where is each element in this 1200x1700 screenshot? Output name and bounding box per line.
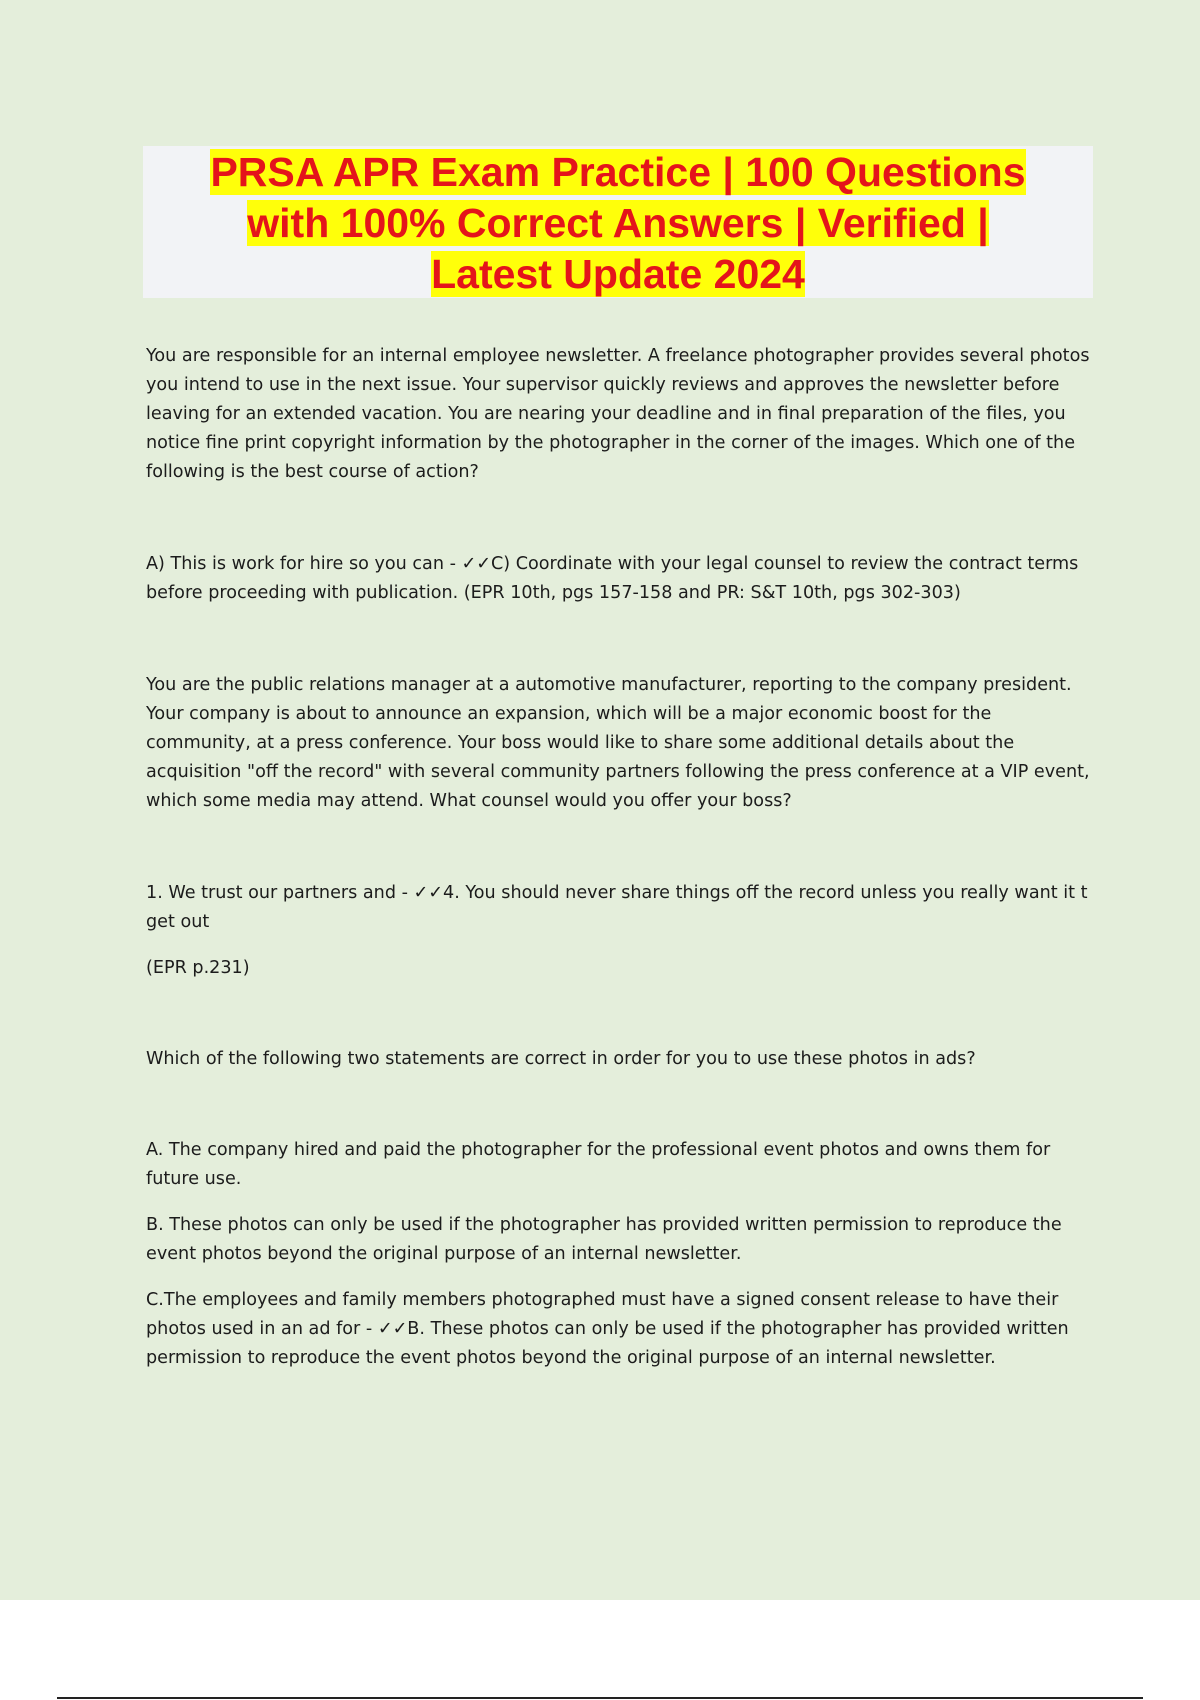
question-3: Which of the following two statements are correct in order for you to use these photos in ads? (146, 1049, 976, 1069)
question-2: You are the public relations manager at a automotive manufacturer, reporting to the company president. Your company is about to announce an expansion, which will be a major economic boost for the community, at a press conference. Your boss would like to share some additional details about the acquisition "off the record" with several community partners following the press conference at a VIP event, which some media may attend. What counsel would you offer your boss? (146, 675, 1090, 811)
title-line: PRSA APR Exam Practice | 100 Questions (210, 149, 1026, 195)
question-1: You are responsible for an internal employee newsletter. A freelance photographer provides several photos you intend to use in the next issue. Your supervisor quickly reviews and approves the newsletter before leaving for an extended vacation. You are nearing your deadline and in final preparation of the files, you notice fine print copyright information by the photographer in the corner of the images. Which one of the following is the best course of action? (146, 346, 1090, 482)
title-line: Latest Update 2024 (431, 251, 805, 297)
answer-2-reference: (EPR p.231) (146, 958, 250, 978)
title-line: with 100% Correct Answers | Verified | (247, 200, 989, 246)
document-title (143, 146, 1093, 300)
footer-rule (57, 1697, 1143, 1699)
answer-2: 1. We trust our partners and - ✓✓4. You should never share things off the record unless you really want it t get out (146, 883, 1088, 932)
answer-1: A) This is work for hire so you can - ✓✓C) Coordinate with your legal counsel to review the contract terms before proceeding with publication. (EPR 10th, pgs 157-158 and PR: S&T 10th, pgs 302-303) (146, 554, 1079, 603)
title-box (143, 146, 1093, 298)
option-c: C.The employees and family members photographed must have a signed consent release to have their photos used in an ad for - ✓✓B. These photos can only be used if the photographer has provided written permission to reproduce the event photos beyond the original purpose of an internal newsletter. (146, 1290, 1069, 1368)
document-body (146, 342, 1091, 1373)
option-a: A. The company hired and paid the photographer for the professional event photos and owns them for future use. (146, 1140, 1051, 1189)
option-b: B. These photos can only be used if the photographer has provided written permission to reproduce the event photos beyond the original purpose of an internal newsletter. (146, 1215, 1062, 1264)
